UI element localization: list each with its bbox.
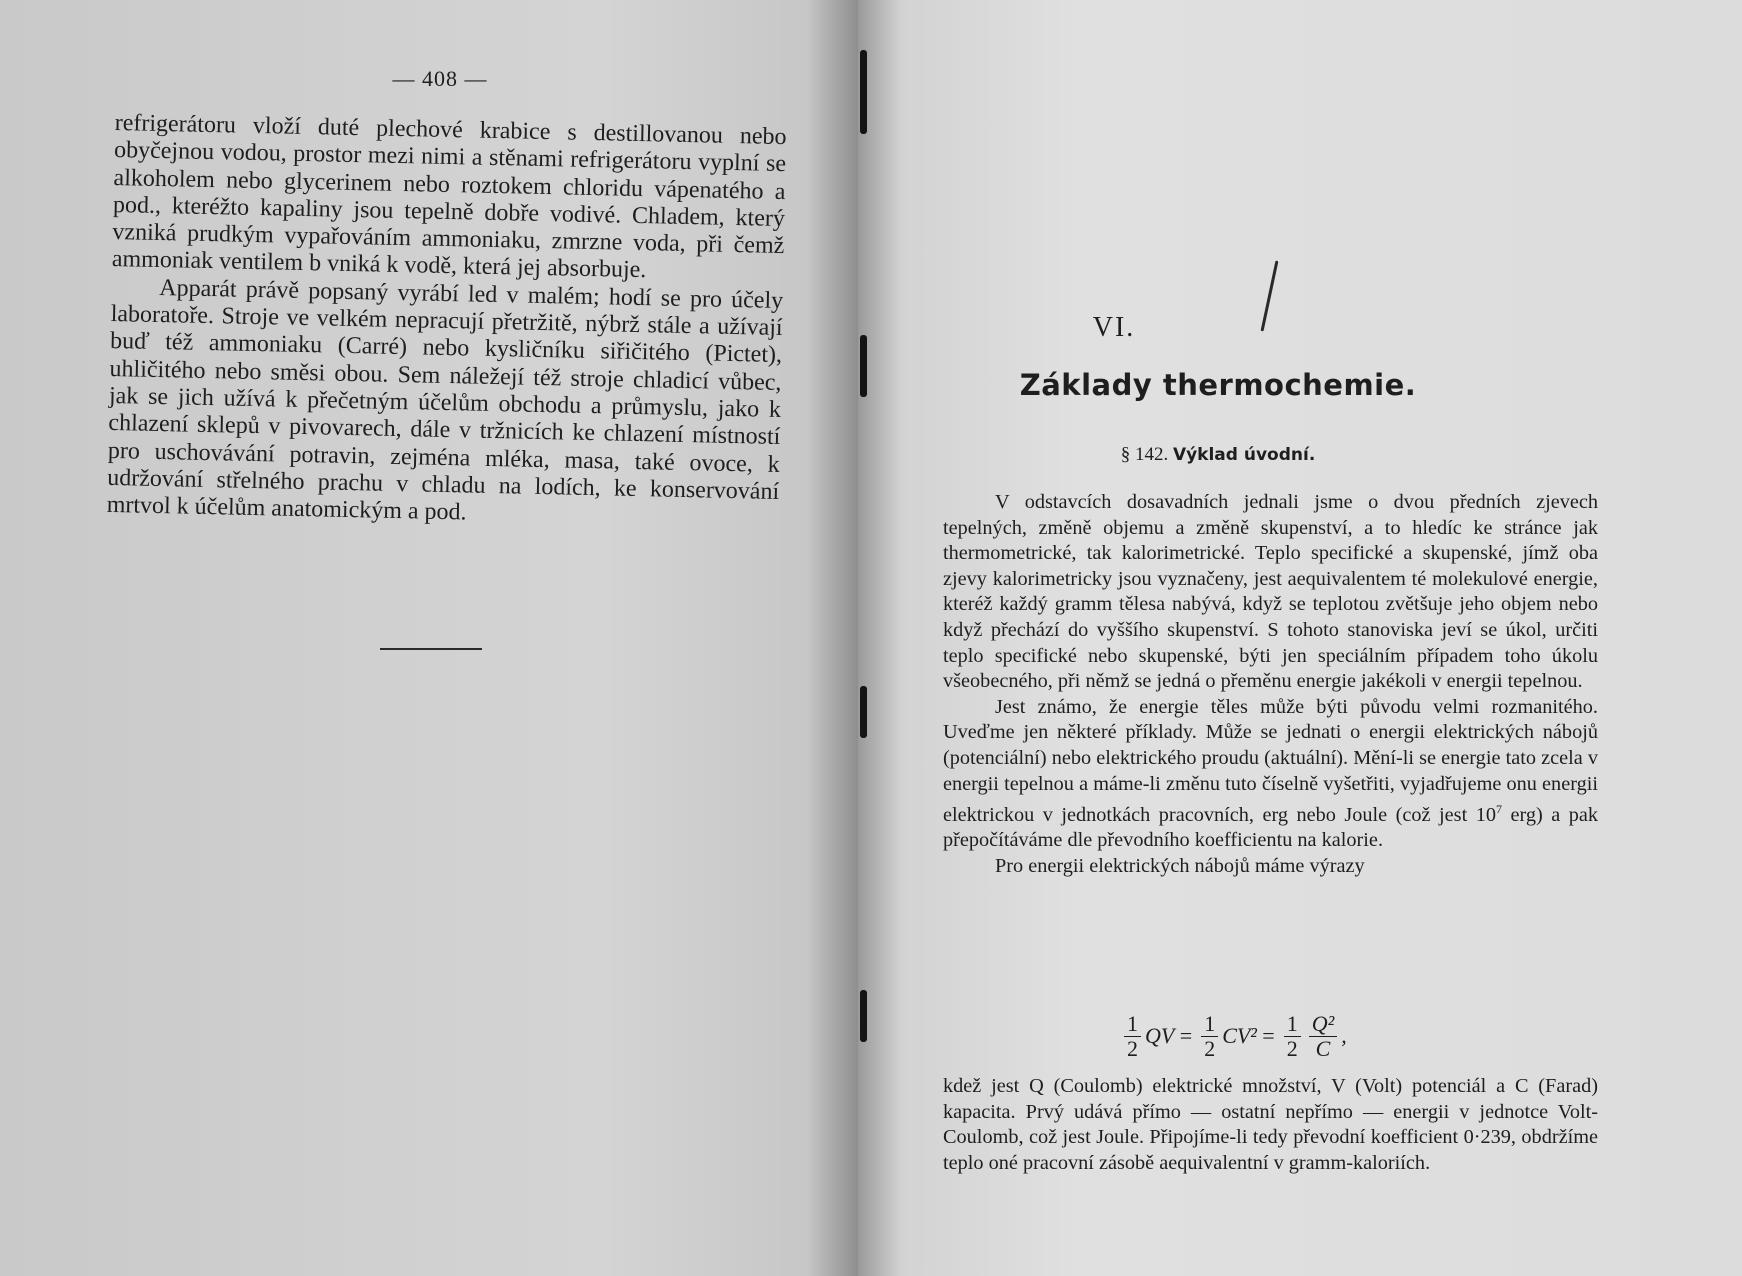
right-page-closing [943,1074,1598,1176]
chapter-number: VI. [1092,312,1136,343]
section-title: Výklad úvodní. [1172,445,1316,465]
fraction-q2-over-c: $\frac{\text{Q²}}{C}$ [1309,1012,1337,1061]
energy-formula [1120,1006,1347,1066]
formula-cv2: CV² [1222,1023,1257,1048]
left-paragraph-1: refrigerátoru vloží duté plechové krabice s destillovanou nebo obyčejnou vodou, prostor mezi nimi a stěnami refrigerátoru vyplní se alkoholem nebo glycerinem nebo roztokem chloridu vápenatého a pod., kteréžto kapaliny jsou tepelně dobře vodivé. Chladem, který vzniká prudkým vypařováním ammoniaku, zmrzne voda, při čemž ammoniak ventilem b vniká k vodě, která jej absorbuje. [111,110,787,284]
page-number: — 408 — [392,66,488,91]
formula-equals: = [1260,1023,1276,1048]
right-paragraph-1: V odstavcích dosavadních jednali jsme o dvou předních zjevech tepelných, změně objemu a změně skupenství, a to hledíc ke stránce jak thermometrické, tak kalorimetrické. Teplo specifické a skupenské, jímž oba zjevy kalorimetricky jsou vyznačeny, jest aequivalentem té molekulové energie, kteréž každý gramm tělesa nabývá, když se teplotou zvětšuje jeho objem nebo když přechází do vyššího skupenství. S tohoto stanoviska jeví se úkol, určiti teplo specifické nebo skupenské, býti jen speciálním případem toho úkolu všeobecného, při němž se jedná o přeměnu energie jakékoli v energii tepelnou. [943,491,1598,693]
formula-equals: = [1178,1023,1194,1048]
right-paragraph-2-tail: erg) a pak přepočítáváme dle převodního koefficientu na kalorie. [943,803,1598,852]
fraction-half: $\frac{1}{2}$ [1201,1012,1218,1061]
power-base: 10 [1475,803,1496,826]
formula-trail: , [1341,1023,1347,1048]
binding-stitch [860,50,867,134]
right-paragraph-4: kdež jest Q (Coulomb) elektrické množství, V (Volt) potenciál a C (Farad) kapacita. Prvý udává přímo — ostatní nepřímo — energii v jednotce Volt-Coulomb, což jest Joule. Připojíme-li tedy převodní koefficient 0·239, obdržíme teplo oné pracovní zásobě aequivalentní v gramm-kaloriích. [943,1075,1598,1174]
right-page-body [943,490,1598,880]
fraction-half: $\frac{1}{2}$ [1284,1012,1301,1061]
formula-qv: QV [1145,1023,1175,1048]
end-rule [380,648,482,650]
power-exponent: 7 [1495,802,1502,817]
section-number: § 142. [1120,444,1169,465]
right-paragraph-3: Pro energii elektrických nábojů máme výrazy [995,855,1365,878]
binding-stitch [860,335,867,397]
left-page [0,0,858,1276]
binding-stitch [860,686,867,738]
binding-stitch [860,990,867,1042]
right-paragraph-2-text: Jest známo, že energie těles může býti původu velmi rozmanitého. Uveďme jen některé příklady. Může se jednati o energii elektrických nábojů (potenciální) nebo elektrického proudu (aktuální). Mění-li se energie tato zcela v energii tepelnou a máme-li změnu tuto číselně vyšetřiti, vyjadřujeme onu energii elektrickou v jednotkách pracovních, erg nebo Joule (což jest [943,695,1598,826]
left-page-body [106,110,786,533]
section-heading [943,444,1493,466]
fraction-half: $\frac{1}{2}$ [1124,1012,1141,1061]
right-paragraph-2 [943,695,1598,854]
chapter-title: Základy thermochemie. [1019,368,1417,402]
left-paragraph-2: Apparát právě popsaný vyrábí led v malém; hodí se pro účely laboratoře. Stroje ve velkém nepracují přetržitě, nýbrž stále a užívají buď též ammoniaku (Carré) nebo kysličníku siřičitého (Pictet), uhličitého nebo směsi obou. Sem náležejí též stroje chladicí vůbec, jak se jich užívá k přečetným účelům obchodu a průmyslu, jako k chlazení sklepů v pivovarech, dále v tržnicích ke chlazení místností pro uschovávání potravin, zejména mléka, masa, také ovoce, k udržování střelného prachu v chladu na lodích, ke konservování mrtvol k účelům anatomickým a pod. [106,274,784,526]
